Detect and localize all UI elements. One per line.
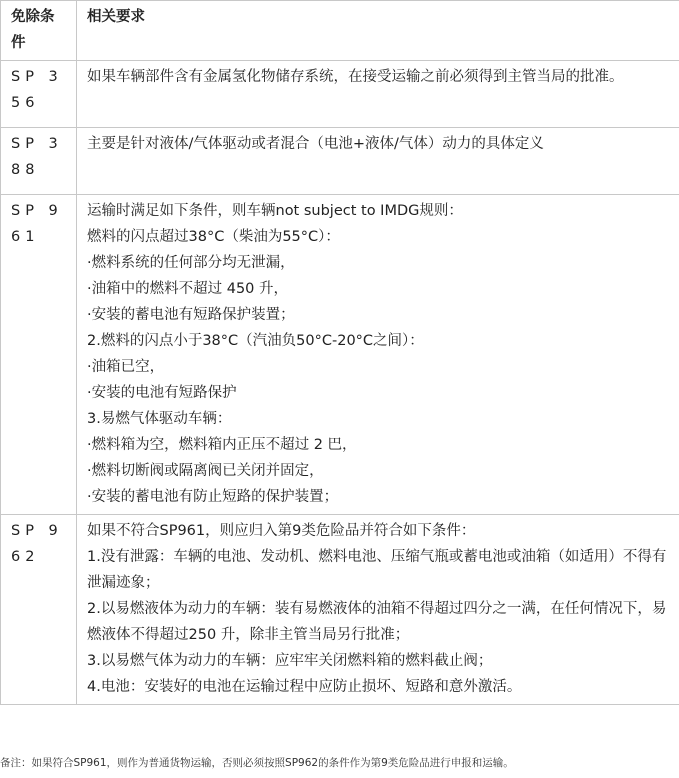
requirement-line: ·油箱已空， — [87, 359, 165, 375]
table-row — [1, 515, 679, 705]
requirement-line: ·安装的蓄电池有防止短路的保护装置； — [87, 489, 339, 505]
special-provision-code: SP 356 — [1, 61, 77, 128]
requirement-line: ·安装的电池有短路保护 — [87, 385, 237, 401]
requirement-line: 燃料的闪点超过38°C（柴油为55°C）： — [87, 229, 340, 245]
requirement-line: 2.以易燃液体为动力的车辆：装有易燃液体的油箱不得超过四分之一满，在任何情况下，易燃液体不得超过250 升，除非主管当局另行批准； — [87, 601, 667, 643]
requirement-line: 主要是针对液体/气体驱动或者混合（电池+液体/气体）动力的具体定义 — [87, 136, 544, 152]
requirement-line: ·燃料切断阀或隔离阀已关闭并固定， — [87, 463, 324, 479]
requirement-line: 3.以易燃气体为动力的车辆：应牢牢关闭燃料箱的燃料截止阀； — [87, 653, 493, 669]
header-related-requirements: 相关要求 — [77, 1, 679, 61]
table-row — [1, 61, 679, 128]
requirement-cell — [77, 61, 679, 128]
requirement-line: ·油箱中的燃料不超过 450 升， — [87, 281, 289, 297]
special-provision-code: SP 962 — [1, 515, 77, 705]
table-row — [1, 195, 679, 515]
special-provision-code: SP 961 — [1, 195, 77, 515]
requirement-cell — [77, 128, 679, 195]
requirement-line: ·安装的蓄电池有短路保护装置； — [87, 307, 295, 323]
requirement-cell — [77, 515, 679, 705]
table-header-row — [1, 1, 679, 61]
requirement-line: 1.没有泄露：车辆的电池、发动机、燃料电池、压缩气瓶或蓄电池或油箱（如适用）不得有泄漏迹象； — [87, 549, 667, 591]
requirement-cell — [77, 195, 679, 515]
requirement-line: 2.燃料的闪点小于38°C（汽油负50°C-20°C之间）： — [87, 333, 424, 349]
special-provision-code: SP 388 — [1, 128, 77, 195]
table-row — [1, 128, 679, 195]
requirement-line: 运输时满足如下条件，则车辆not subject to IMDG规则： — [87, 203, 463, 219]
requirement-line: ·燃料箱为空，燃料箱内正压不超过 2 巴， — [87, 437, 357, 453]
requirement-line: 4.电池：安装好的电池在运输过程中应防止损坏、短路和意外激活。 — [87, 679, 522, 695]
requirement-line: 3.易燃气体驱动车辆： — [87, 411, 232, 427]
requirement-line: 如果不符合SP961，则应归入第9类危险品并符合如下条件： — [87, 523, 476, 539]
header-exemption-condition: 免除条件 — [1, 1, 77, 61]
requirement-line: 如果车辆部件含有金属氢化物储存系统，在接受运输之前必须得到主管当局的批准。 — [87, 69, 624, 85]
footnote: 备注：如果符合SP961，则作为普通货物运输，否则必须按照SP962的条件作为第9类危险品进行申报和运输。 — [0, 757, 514, 769]
requirement-line: ·燃料系统的任何部分均无泄漏， — [87, 255, 295, 271]
